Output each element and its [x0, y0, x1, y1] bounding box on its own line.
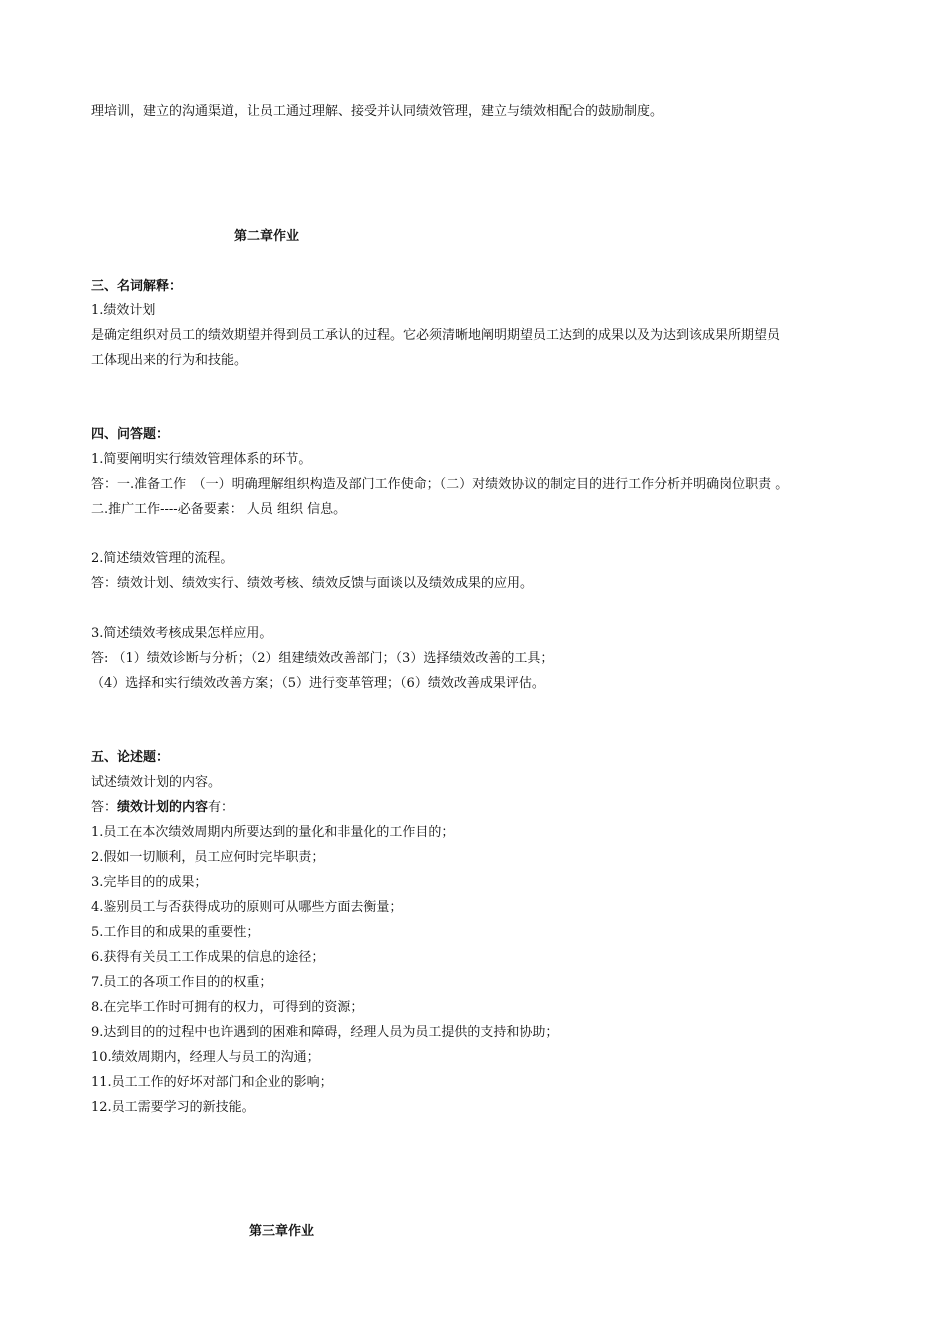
list-item: 10.绩效周期内，经理人与员工的沟通；: [91, 1050, 320, 1065]
term-title: 1.绩效计划: [91, 303, 156, 318]
section-5-heading: 五、论述题：: [91, 750, 170, 765]
section-4-heading: 四、问答题：: [91, 427, 170, 442]
list-item: 2.假如一切顺利，员工应何时完毕职责；: [91, 850, 325, 865]
answer-3-line-1: 答: （1）绩效诊断与分析；（2）组建绩效改善部门；（3）选择绩效改善的工具；: [91, 651, 554, 666]
definition-line-2: 工体现出来的行为和技能。: [91, 353, 248, 368]
essay-answer-intro: [91, 799, 234, 817]
chapter-3-title: 第三章作业: [249, 1224, 315, 1239]
list-item: 1.员工在本次绩效周期内所要达到的量化和非量化的工作目的；: [91, 825, 455, 840]
list-item: 12.员工需要学习的新技能。: [91, 1100, 255, 1115]
list-item: 7.员工的各项工作目的的权重；: [91, 975, 273, 990]
list-item: 8.在完毕工作时可拥有的权力，可得到的资源；: [91, 1000, 364, 1015]
answer-3-line-2: （4）选择和实行绩效改善方案；（5）进行变革管理；（6）绩效改善成果评估。: [91, 676, 545, 691]
list-item: 9.达到目的的过程中也许遇到的困难和障碍，经理人员为员工提供的支持和协助；: [91, 1025, 559, 1040]
answer-2: 答：绩效计划、绩效实行、绩效考核、绩效反馈与面谈以及绩效成果的应用。: [91, 576, 534, 591]
chapter-2-title: 第二章作业: [234, 229, 300, 244]
list-item: 11.员工工作的好坏对部门和企业的影响；: [91, 1075, 333, 1090]
answer-bold-phrase: 绩效计划的内容: [117, 800, 209, 815]
question-3: 3.简述绩效考核成果怎样应用。: [91, 626, 273, 641]
answer-1-line-2: 二.推广工作----必备要素： 人员 组织 信息。: [91, 502, 347, 517]
question-2: 2.简述绩效管理的流程。: [91, 551, 234, 566]
list-item: 6.获得有关员工工作成果的信息的途径；: [91, 950, 325, 965]
list-item: 5.工作目的和成果的重要性；: [91, 925, 260, 940]
definition-line-1: 是确定组织对员工的绩效期望并得到员工承认的过程。它必须清晰地阐明期望员工达到的成果以及为达到该成果所期望员: [91, 328, 781, 343]
answer-prefix: 答：: [91, 800, 118, 815]
essay-question: 试述绩效计划的内容。: [91, 775, 222, 790]
list-item: 3.完毕目的的成果；: [91, 875, 208, 890]
list-item: 4.鉴别员工与否获得成功的原则可从哪些方面去衡量；: [91, 900, 403, 915]
intro-paragraph: 理培训，建立的沟通渠道，让员工通过理解、接受并认同绩效管理，建立与绩效相配合的鼓励制度。: [91, 104, 664, 119]
section-3-heading: 三、名词解释：: [91, 279, 183, 294]
question-1: 1.简要阐明实行绩效管理体系的环节。: [91, 452, 312, 467]
answer-1-line-1: 答：一.准备工作 （一）明确理解组织构造及部门工作使命；（二）对绩效协议的制定目的进行工作分析并明确岗位职责 。: [91, 477, 789, 492]
answer-suffix: 有：: [208, 800, 235, 815]
